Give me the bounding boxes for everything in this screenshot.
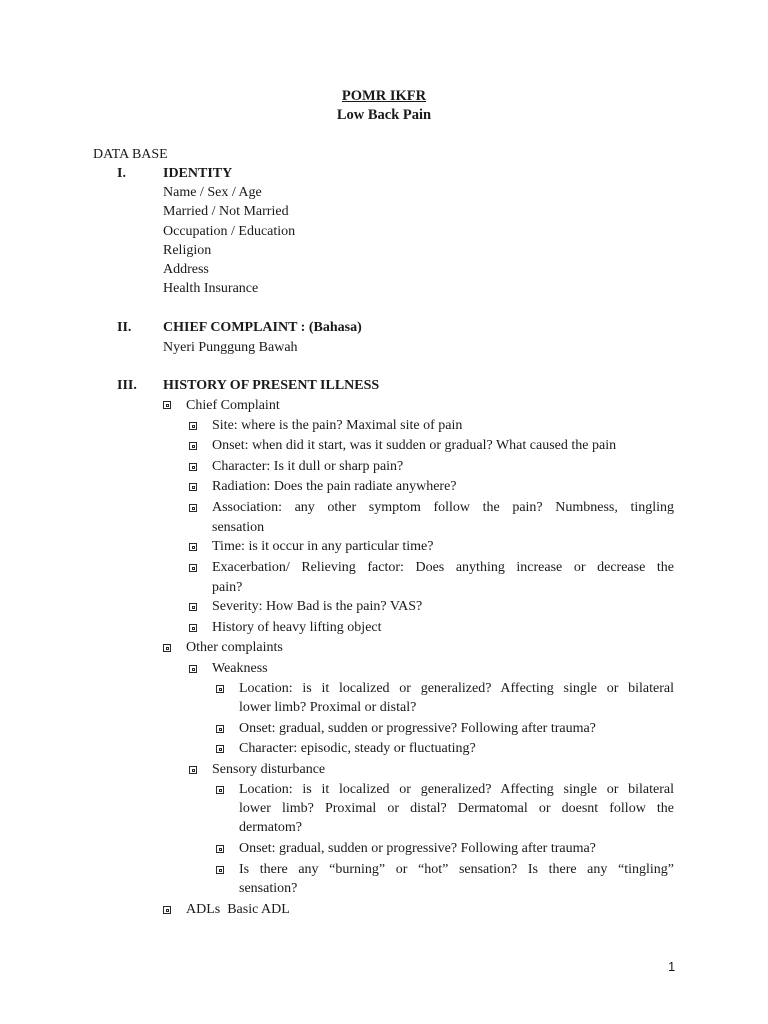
section-heading-hpi: HISTORY OF PRESENT ILLNESS: [163, 378, 380, 393]
checkbox-bullet-icon: [216, 685, 224, 693]
list-item: Exacerbation/ Relieving factor: Does anything increase or decrease the: [212, 560, 674, 575]
list-item-label: Other complaints: [186, 640, 283, 655]
list-item: Onset: when did it start, was it sudden or gradual? What caused the pain: [212, 438, 617, 453]
document-subtitle: Low Back Pain: [336, 107, 432, 123]
checkbox-bullet-icon: [216, 866, 224, 874]
checkbox-bullet-icon: [189, 422, 197, 430]
list-item-label: ADLs Basic ADL: [186, 902, 290, 917]
checkbox-bullet-icon: [189, 766, 197, 774]
list-item-continuation: pain?: [212, 580, 243, 595]
list-item: Radiation: Does the pain radiate anywhere?: [212, 479, 457, 494]
section-numeral: III.: [117, 378, 137, 393]
checkbox-bullet-icon: [216, 725, 224, 733]
list-item: Character: Is it dull or sharp pain?: [212, 459, 404, 474]
list-item: Site: where is the pain? Maximal site of pain: [212, 418, 463, 433]
list-item-label: Sensory disturbance: [212, 762, 326, 777]
checkbox-bullet-icon: [189, 483, 197, 491]
checkbox-bullet-icon: [216, 786, 224, 794]
identity-item: Occupation / Education: [163, 224, 296, 239]
list-item-label: Weakness: [212, 661, 268, 676]
list-item: Onset: gradual, sudden or progressive? Following after trauma?: [239, 841, 596, 856]
chief-complaint-value: Nyeri Punggung Bawah: [163, 340, 298, 355]
identity-item: Name / Sex / Age: [163, 185, 262, 200]
checkbox-bullet-icon: [189, 564, 197, 572]
list-item: Time: is it occur in any particular time?: [212, 539, 434, 554]
list-item-continuation: lower limb? Proximal or distal? Dermatomal or doesnt follow the: [239, 801, 674, 816]
checkbox-bullet-icon: [163, 401, 171, 409]
checkbox-bullet-icon: [189, 463, 197, 471]
checkbox-bullet-icon: [216, 845, 224, 853]
checkbox-bullet-icon: [189, 543, 197, 551]
list-item: History of heavy lifting object: [212, 620, 382, 635]
checkbox-bullet-icon: [216, 745, 224, 753]
list-item: Severity: How Bad is the pain? VAS?: [212, 599, 423, 614]
section-numeral: I.: [117, 166, 126, 181]
list-item: Is there any “burning” or “hot” sensation? Is there any “tingling”: [239, 862, 674, 877]
list-item-continuation: lower limb? Proximal or distal?: [239, 700, 417, 715]
section-heading-chief-complaint: CHIEF COMPLAINT : (Bahasa): [163, 320, 362, 335]
list-item: Onset: gradual, sudden or progressive? Following after trauma?: [239, 721, 596, 736]
checkbox-bullet-icon: [189, 665, 197, 673]
checkbox-bullet-icon: [189, 504, 197, 512]
list-item-continuation: sensation?: [239, 881, 298, 896]
identity-item: Address: [163, 262, 209, 277]
page-number: 1: [668, 959, 676, 974]
document-title: POMR IKFR: [341, 88, 427, 104]
checkbox-bullet-icon: [189, 624, 197, 632]
list-item-continuation: sensation: [212, 520, 265, 535]
list-item: Location: is it localized or generalized? Affecting single or bilateral: [239, 782, 674, 797]
identity-item: Health Insurance: [163, 281, 259, 296]
checkbox-bullet-icon: [163, 906, 171, 914]
list-item-label: Chief Complaint: [186, 398, 280, 413]
identity-item: Married / Not Married: [163, 204, 289, 219]
list-item: Association: any other symptom follow the pain? Numbness, tingling: [212, 500, 674, 515]
list-item: Location: is it localized or generalized? Affecting single or bilateral: [239, 681, 674, 696]
database-label: DATA BASE: [93, 147, 168, 162]
checkbox-bullet-icon: [189, 603, 197, 611]
list-item-continuation: dermatom?: [239, 820, 302, 835]
section-heading-identity: IDENTITY: [163, 166, 233, 181]
checkbox-bullet-icon: [189, 442, 197, 450]
identity-item: Religion: [163, 243, 212, 258]
section-numeral: II.: [117, 320, 132, 335]
list-item: Character: episodic, steady or fluctuating?: [239, 741, 476, 756]
checkbox-bullet-icon: [163, 644, 171, 652]
